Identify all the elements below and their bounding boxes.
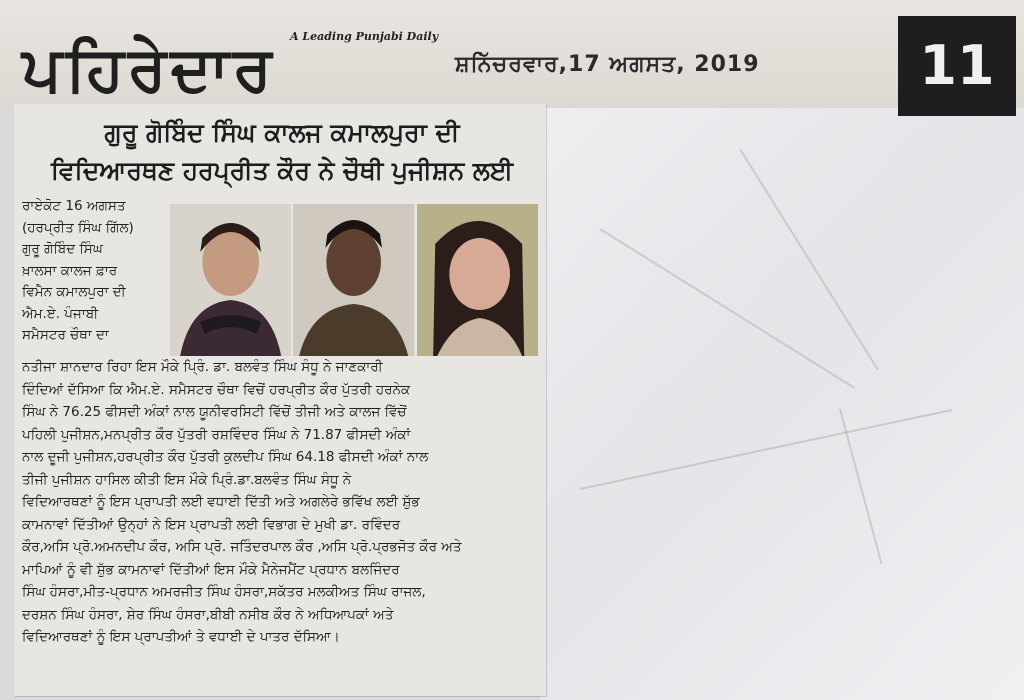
body-line: ਦਿੰਦਿਆਂ ਦੱਸਿਆ ਕਿ ਐਮ.ਏ. ਸਮੈਸਟਰ ਚੌਥਾ ਵਿਚੋਂ ਹਰਪ੍ਰੀਤ ਕੌਰ ਪੁੱਤਰੀ ਹਰਨੇਕ xyxy=(22,381,411,398)
body-line: ਵਿਦਿਆਰਥਣਾਂ ਨੂੰ ਇਸ ਪ੍ਰਾਪਤੀਆਂ ਤੇ ਵਧਾਈ ਦੇ ਪਾਤਰ ਦੱਸਿਆ। xyxy=(22,629,340,645)
article-body xyxy=(22,356,542,649)
headline-line-2: ਵਿਦਿਆਰਥਣ ਹਰਪ੍ਰੀਤ ਕੌਰ ਨੇ ਚੌਥੀ ਪੁਜੀਸ਼ਨ ਲਈ xyxy=(50,156,514,185)
headline-line-1: ਗੁਰੂ ਗੋਬਿੰਦ ਸਿੰਘ ਕਾਲਜ ਕਮਾਲਪੁਰਾ ਦੀ xyxy=(104,118,460,147)
body-line: ਕੌਰ,ਅਸਿ ਪ੍ਰੋ.ਅਮਨਦੀਪ ਕੌਰ, ਅਸਿ ਪ੍ਰੋ. ਜਤਿੰਦਰਪਾਲ ਕੌਰ ,ਅਸਿ ਪ੍ਰੋ.ਪ੍ਰਭਜੋਤ ਕੌਰ ਅਤੇ xyxy=(22,539,462,555)
page-number-box: 11 xyxy=(898,16,1016,116)
intro-line: ਖ਼ਾਲਸਾ ਕਾਲਜ ਫ਼ਾਰ xyxy=(22,262,118,279)
newspaper-tagline: A Leading Punjabi Daily xyxy=(290,30,439,43)
body-line: ਵਿਦਿਆਰਥਣਾਂ ਨੂੰ ਇਸ ਪ੍ਰਾਪਤੀ ਲਈ ਵਧਾਈ ਦਿੱਤੀ ਅਤੇ ਅਗਲੇਰੇ ਭਵਿੱਖ ਲਈ ਸ਼ੁੱਭ xyxy=(22,494,420,510)
intro-line: ਐਮ.ਏ. ਪੰਜਾਬੀ xyxy=(22,305,99,322)
body-line: ਨਾਲ ਦੂਜੀ ਪੁਜੀਸ਼ਨ,ਹਰਪ੍ਰੀਤ ਕੌਰ ਪੁੱਤਰੀ ਕੁਲਦੀਪ ਸਿੰਘ 64.18 ਫੀਸਦੀ ਅੰਕਾਂ ਨਾਲ xyxy=(22,449,429,465)
body-line: ਸਿੰਘ ਹੰਸਰਾ,ਮੀਤ-ਪ੍ਰਧਾਨ ਅਮਰਜੀਤ ਸਿੰਘ ਹੰਸਰਾ,ਸਕੱਤਰ ਮਲਕੀਅਤ ਸਿੰਘ ਰਾਜਲ, xyxy=(22,584,426,600)
intro-line: ਰਾਏਕੋਟ 16 ਅਗਸਤ xyxy=(22,198,126,214)
body-line: ਦਰਸ਼ਨ ਸਿੰਘ ਹੰਸਰਾ, ਸ਼ੇਰ ਸਿੰਘ ਹੰਸਰਾ,ਬੀਬੀ ਨਸੀਬ ਕੌਰ ਨੇ ਅਧਿਆਪਕਾਂ ਅਤੇ xyxy=(22,606,394,623)
student-photo-3 xyxy=(417,204,538,356)
body-line: ਕਾਮਨਾਵਾਂ ਦਿੱਤੀਆਂ ਉਨ੍ਹਾਂ ਨੇ ਇਸ ਪ੍ਰਾਪਤੀ ਲਈ ਵਿਭਾਗ ਦੇ ਮੁਖੀ ਡਾ. ਰਵਿੰਦਰ xyxy=(22,516,401,533)
intro-line: (ਹਰਪ੍ਰੀਤ ਸਿੰਘ ਗਿੱਲ) xyxy=(22,219,134,236)
intro-line: ਗੁਰੂ ਗੋਬਿੰਦ ਸਿੰਘ xyxy=(22,241,103,257)
body-line: ਸਿੰਘ ਨੇ 76.25 ਫੀਸਦੀ ਅੰਕਾਂ ਨਾਲ ਯੂਨੀਵਰਸਿਟੀ ਵਿੱਚੋਂ ਤੀਜੀ ਅਤੇ ਕਾਲਜ ਵਿੱਚੋਂ xyxy=(22,404,407,420)
student-photos xyxy=(170,204,538,356)
issue-date: ਸ਼ਨਿੱਚਰਵਾਰ,17 ਅਗਸਤ, 2019 xyxy=(455,52,760,77)
article-intro xyxy=(22,196,170,347)
student-photo-2 xyxy=(293,204,414,356)
student-photo-1 xyxy=(170,204,291,356)
blank-paper-area xyxy=(540,108,1024,700)
newspaper-logo: ਪਹਿਰੇਦਾਰ xyxy=(22,32,276,105)
intro-line: ਸਮੈਸਟਰ ਚੌਥਾ ਦਾ xyxy=(22,327,109,343)
intro-line: ਵਿਮੈਨ ਕਮਾਲਪੁਰਾ ਦੀ xyxy=(22,284,126,300)
body-line: ਮਾਪਿਆਂ ਨੂੰ ਵੀ ਸ਼ੁੱਭ ਕਾਮਨਾਵਾਂ ਦਿੱਤੀਆਂ ਇਸ ਮੌਕੇ ਮੈਨੇਜਮੈਂਟ ਪ੍ਰਧਾਨ ਬਲਜਿੰਦਰ xyxy=(22,561,400,578)
body-line: ਪਹਿਲੀ ਪੁਜੀਸ਼ਨ,ਮਨਪ੍ਰੀਤ ਕੌਰ ਪੁੱਤਰੀ ਰਸ਼ਵਿੰਦਰ ਸਿੰਘ ਨੇ 71.87 ਫੀਸਦੀ ਅੰਕਾਂ xyxy=(22,426,411,443)
body-line: ਨਤੀਜਾ ਸ਼ਾਨਦਾਰ ਰਿਹਾ ਇਸ ਮੌਕੇ ਪ੍ਰਿੰ. ਡਾ. ਬਲਵੰਤ ਸਿੰਘ ਸੰਧੂ ਨੇ ਜਾਣਕਾਰੀ xyxy=(22,359,383,375)
article-headline xyxy=(22,114,542,190)
body-line: ਤੀਜੀ ਪੁਜੀਸ਼ਨ ਹਾਸਿਲ ਕੀਤੀ ਇਸ ਮੌਕੇ ਪ੍ਰਿੰ.ਡਾ.ਬਲਵੰਤ ਸਿੰਘ ਸੰਧੂ ਨੇ xyxy=(22,471,352,488)
